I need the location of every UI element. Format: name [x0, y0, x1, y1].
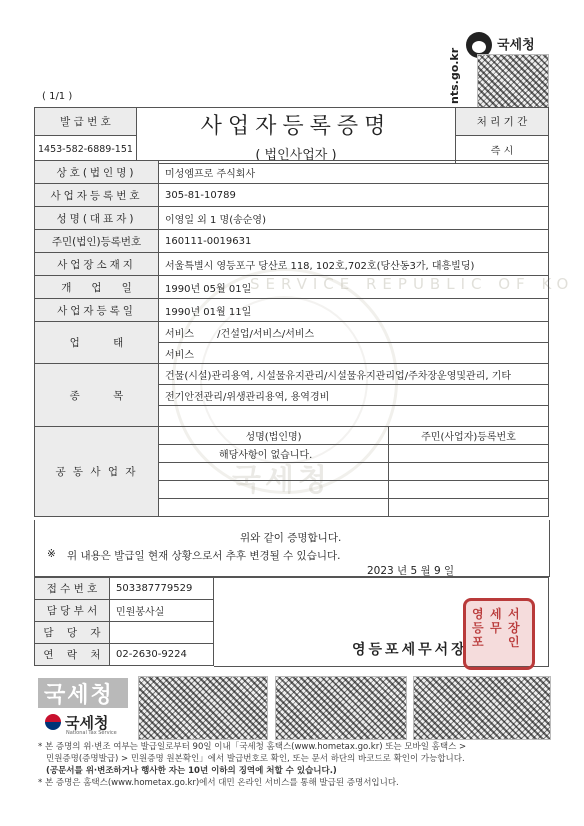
address-label: 사업장소재지: [35, 253, 159, 276]
nts-taegeuk-icon: [45, 714, 61, 730]
footer-note: * 본 증명은 홈택스(www.hometax.go.kr)에서 대민 온라인 서비스를 통해 발급된 증명서입니다.: [38, 778, 399, 788]
gray-logo-text: 국세청: [44, 683, 114, 708]
contact-label: 연 락 처: [35, 644, 110, 666]
receipt-no-value: 503387779529: [110, 578, 214, 600]
rep-value: 이영일 외 1 명(송순영): [159, 207, 549, 230]
person-label: 담 당 자: [35, 622, 110, 644]
corp-id-label: 주민(법인)등록번호: [35, 230, 159, 253]
item-line-1: 건물(시설)관리용역, 시설물유지관리/시설물유지관리업/주차장운영및관리, 기타: [159, 364, 549, 385]
regdate-label: 사업자등록일: [35, 299, 159, 322]
seal-char: 영: [472, 607, 484, 621]
contact-value: 02-2630-9224: [110, 644, 214, 666]
certify-line: 위와 같이 증명합니다.: [240, 532, 342, 544]
company-value: 미성엠프로 주식회사: [159, 161, 549, 184]
receipt-no-label: 접 수 번 호: [35, 578, 110, 600]
seal-char: 포: [472, 635, 484, 649]
joint-col-name: 성명(법인명): [159, 427, 389, 445]
address-value: 서울특별시 영등포구 당산로 118, 102호,702호(당산동3가, 대흥빌딩): [159, 253, 549, 276]
joint-cell: [159, 499, 389, 517]
person-value: [110, 622, 214, 644]
regdate-value: 1990년 01월 11일: [159, 299, 549, 322]
top-brand: 국세청: [497, 38, 535, 53]
top-qr-code: [477, 54, 549, 112]
processing-period-label: 처 리 기 간: [456, 108, 549, 136]
seal-char: 장: [508, 621, 520, 635]
reg-no-value: 305-81-10789: [159, 184, 549, 207]
open-date-label: 개 업 일: [35, 276, 159, 299]
seal-char: 서: [508, 607, 520, 621]
type-value-1: 서비스: [165, 328, 194, 340]
bottom-barcode-1: [138, 676, 268, 740]
type-label: 업 태: [35, 322, 159, 364]
item-line-2: 전기안전관리/위생관리용역, 용역경비: [159, 385, 549, 406]
seal-char: 인: [508, 635, 520, 649]
joint-cell: [159, 463, 389, 481]
item-label: 종 목: [35, 364, 159, 427]
header-table: [34, 107, 549, 164]
bottom-barcode-2: [275, 676, 407, 740]
bottom-barcode-3: [413, 676, 551, 740]
dept-label: 담 당 부 서: [35, 600, 110, 622]
reg-no-label: 사업자등록번호: [35, 184, 159, 207]
type-line-1: [159, 322, 549, 343]
corp-id-value: 160111-0019631: [159, 230, 549, 253]
footer-note: (공문서를 위·변조하거나 행사한 자는 10년 이하의 징역에 처할 수 있습니다.): [46, 766, 337, 776]
page-indicator: ( 1/1 ): [42, 91, 73, 102]
top-url-vertical: nts.go.kr: [448, 47, 461, 104]
nts-sub: National Tax Service: [66, 730, 117, 736]
joint-cell: [389, 445, 549, 463]
company-label: 상호(법인명): [35, 161, 159, 184]
nts-name: 국세청: [65, 714, 109, 732]
item-line-3: [159, 406, 549, 427]
watermark-arc-text: SERVICE REPUBLIC OF KO: [250, 275, 575, 293]
footer-note: * 본 증명의 위·변조 여부는 발급일로부터 90일 이내「국세청 홈택스(www.hometax.go.kr) 또는 모바일 홈택스 >: [38, 742, 467, 752]
issue-no-label: 발 급 번 호: [35, 108, 137, 136]
seal-char: 무: [490, 621, 502, 635]
watermark-text: 국세청: [232, 463, 331, 498]
footer-notes: [38, 741, 550, 789]
seal-char: 세: [490, 607, 502, 621]
seal-char: 등: [472, 621, 484, 635]
info-table: [34, 160, 549, 517]
type-value-3: 서비스: [159, 343, 549, 364]
issuer-name: 영등포세무서장: [352, 642, 468, 658]
document-title: 사업자등록증명: [200, 113, 392, 139]
title-cell: [136, 108, 455, 164]
open-date-value: 1990년 05월 01일: [159, 276, 549, 299]
certify-note: 위 내용은 발급일 현재 상황으로서 추후 변경될 수 있습니다.: [67, 550, 341, 562]
joint-cell: [389, 481, 549, 499]
joint-owner-label: 공 동 사 업 자: [35, 427, 159, 517]
type-value-2: /건설업/서비스/서비스: [217, 328, 315, 340]
official-seal: [463, 598, 535, 670]
issue-no: 1453-582-6889-151: [35, 136, 137, 164]
processing-period: 즉 시: [456, 136, 549, 164]
joint-cell: [389, 499, 549, 517]
certify-date: 2023 년 5 월 9 일: [367, 565, 455, 577]
certify-note-mark: ※: [47, 548, 56, 560]
rep-label: 성명(대표자): [35, 207, 159, 230]
joint-empty-notice: 해당사항이 없습니다.: [159, 445, 389, 463]
receipt-table: [34, 577, 214, 666]
footer-note: 민원증명(증명발급) > 민원증명 원본확인」에서 발급번호로 확인, 또는 문서 하단의 바코드로 확인이 가능합니다.: [46, 754, 465, 764]
joint-cell: [159, 481, 389, 499]
document-subtitle: ( 법인사업자 ): [255, 147, 337, 163]
joint-cell: [389, 463, 549, 481]
joint-col-id: 주민(사업자)등록번호: [389, 427, 549, 445]
dept-value: 민원봉사실: [110, 600, 214, 622]
